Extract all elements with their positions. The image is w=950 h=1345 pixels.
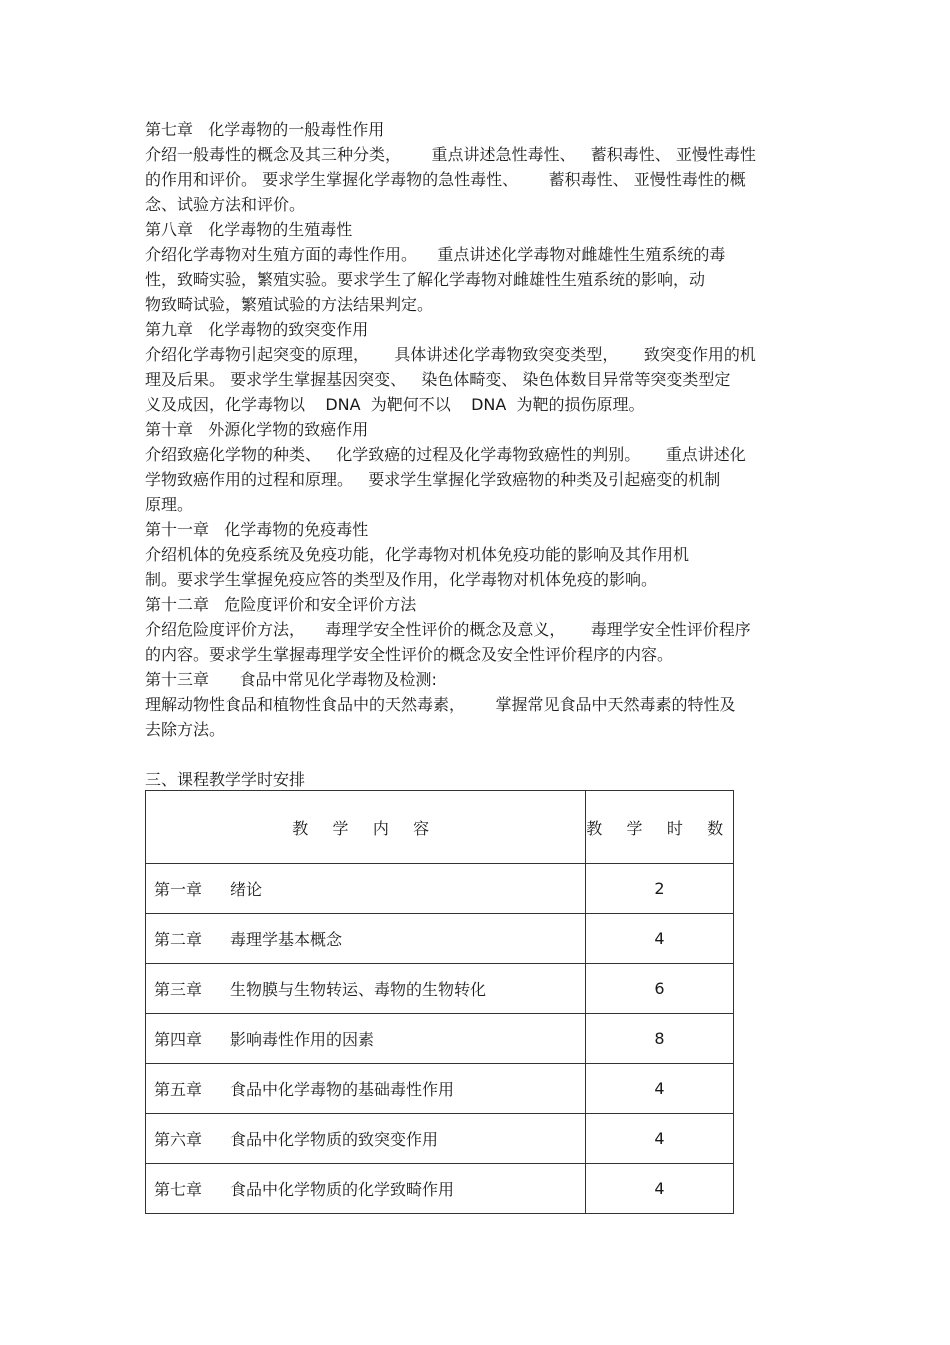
hours-cell: 4: [586, 1114, 734, 1164]
chapter-number: 第一章: [154, 880, 203, 899]
paragraph-line: 的内容。要求学生掌握毒理学安全性评价的概念及安全性评价程序的内容。: [145, 645, 674, 664]
spacer: [145, 742, 815, 767]
paragraph-line: 性，致畸实验，繁殖实验。要求学生了解化学毒物对雌雄性生殖系统的影响，动: [145, 270, 706, 289]
chapter-number: 第四章: [154, 1030, 203, 1049]
table-row: [146, 1064, 734, 1114]
chapter-8-heading: 第八章 化学毒物的生殖毒性: [145, 220, 353, 239]
header-hours-cell: 教 学 时 数: [586, 791, 734, 864]
paragraph-line: 学物致癌作用的过程和原理。 要求学生掌握化学致癌物的种类及引起癌变的机制: [145, 470, 721, 489]
hours-cell: 4: [586, 1064, 734, 1114]
section-title: 三、课程教学学时安排: [145, 770, 306, 789]
paragraph-line: 理解动物性食品和植物性食品中的天然毒素， 掌握常见食品中天然毒素的特性及: [145, 695, 736, 714]
content-cell: [146, 1114, 586, 1164]
content-cell: [146, 1014, 586, 1064]
table-row: [146, 864, 734, 914]
hours-cell: 6: [586, 964, 734, 1014]
table-header-row: [146, 791, 734, 864]
chapter-number: 第七章: [154, 1180, 203, 1199]
paragraph-line: 物致畸试验，繁殖试验的方法结果判定。: [145, 295, 434, 314]
chapter-11-heading: 第十一章 化学毒物的免疫毒性: [145, 520, 369, 539]
chapter-title: 生物膜与生物转运、毒物的生物转化: [230, 980, 487, 999]
chapter-13-heading: 第十三章 食品中常见化学毒物及检测:: [145, 670, 437, 689]
content-cell: [146, 964, 586, 1014]
chapter-number: 第二章: [154, 930, 203, 949]
paragraph-line: 去除方法。: [145, 720, 226, 739]
table-row: [146, 1114, 734, 1164]
paragraph-line: 原理。: [145, 495, 194, 514]
chapter-title: 绪论: [230, 880, 263, 899]
chapter-10-heading: 第十章 外源化学物的致癌作用: [145, 420, 369, 439]
header-content-cell: 教 学 内 容: [146, 791, 586, 864]
chapter-number: 第三章: [154, 980, 203, 999]
chapter-12-heading: 第十二章 危险度评价和安全评价方法: [145, 595, 417, 614]
chapter-title: 食品中化学毒物的基础毒性作用: [230, 1080, 455, 1099]
paragraph-line: 介绍化学毒物引起突变的原理， 具体讲述化学毒物致突变类型， 致突变作用的机: [145, 345, 756, 364]
paragraph-line: 介绍致癌化学物的种类、 化学致癌的过程及化学毒物致癌性的判别。 重点讲述化: [145, 445, 746, 464]
chapter-title: 食品中化学物质的化学致畸作用: [230, 1180, 455, 1199]
chapter-7-heading: 第七章 化学毒物的一般毒性作用: [145, 120, 385, 139]
paragraph-line: 制。要求学生掌握免疫应答的类型及作用，化学毒物对机体免疫的影响。: [145, 570, 658, 589]
table-row: [146, 1014, 734, 1064]
chapter-9-heading: 第九章 化学毒物的致突变作用: [145, 320, 369, 339]
hours-cell: 2: [586, 864, 734, 914]
table-row: [146, 914, 734, 964]
chapter-title: 食品中化学物质的致突变作用: [230, 1130, 439, 1149]
paragraph-line: 介绍机体的免疫系统及免疫功能，化学毒物对机体免疫功能的影响及其作用机: [145, 545, 690, 564]
paragraph-line: 的作用和评价。 要求学生掌握化学毒物的急性毒性、 蓄积毒性、 亚慢性毒性的概: [145, 170, 746, 189]
chapter-title: 影响毒性作用的因素: [230, 1030, 375, 1049]
paragraph-line: 念、试验方法和评价。: [145, 195, 306, 214]
chapter-number: 第六章: [154, 1130, 203, 1149]
chapter-number: 第五章: [154, 1080, 203, 1099]
teaching-hours-table: [145, 790, 734, 1214]
paragraph-line: 理及后果。 要求学生掌握基因突变、 染色体畸变、 染色体数目异常等突变类型定: [145, 370, 731, 389]
paragraph-line: 义及成因，化学毒物以 DNA 为靶何不以 DNA 为靶的损伤原理。: [145, 395, 645, 414]
paragraph-line: 介绍一般毒性的概念及其三种分类， 重点讲述急性毒性、 蓄积毒性、 亚慢性毒性: [145, 145, 756, 164]
hours-cell: 8: [586, 1014, 734, 1064]
content-cell: [146, 1064, 586, 1114]
chapter-title: 毒理学基本概念: [230, 930, 343, 949]
document-body: [145, 117, 815, 792]
hours-cell: 4: [586, 1164, 734, 1214]
table-row: [146, 964, 734, 1014]
paragraph-line: 介绍化学毒物对生殖方面的毒性作用。 重点讲述化学毒物对雌雄性生殖系统的毒: [145, 245, 726, 264]
content-cell: [146, 864, 586, 914]
content-cell: [146, 914, 586, 964]
hours-cell: 4: [586, 914, 734, 964]
table-row: [146, 1164, 734, 1214]
paragraph-line: 介绍危险度评价方法， 毒理学安全性评价的概念及意义， 毒理学安全性评价程序: [145, 620, 751, 639]
content-cell: [146, 1164, 586, 1214]
